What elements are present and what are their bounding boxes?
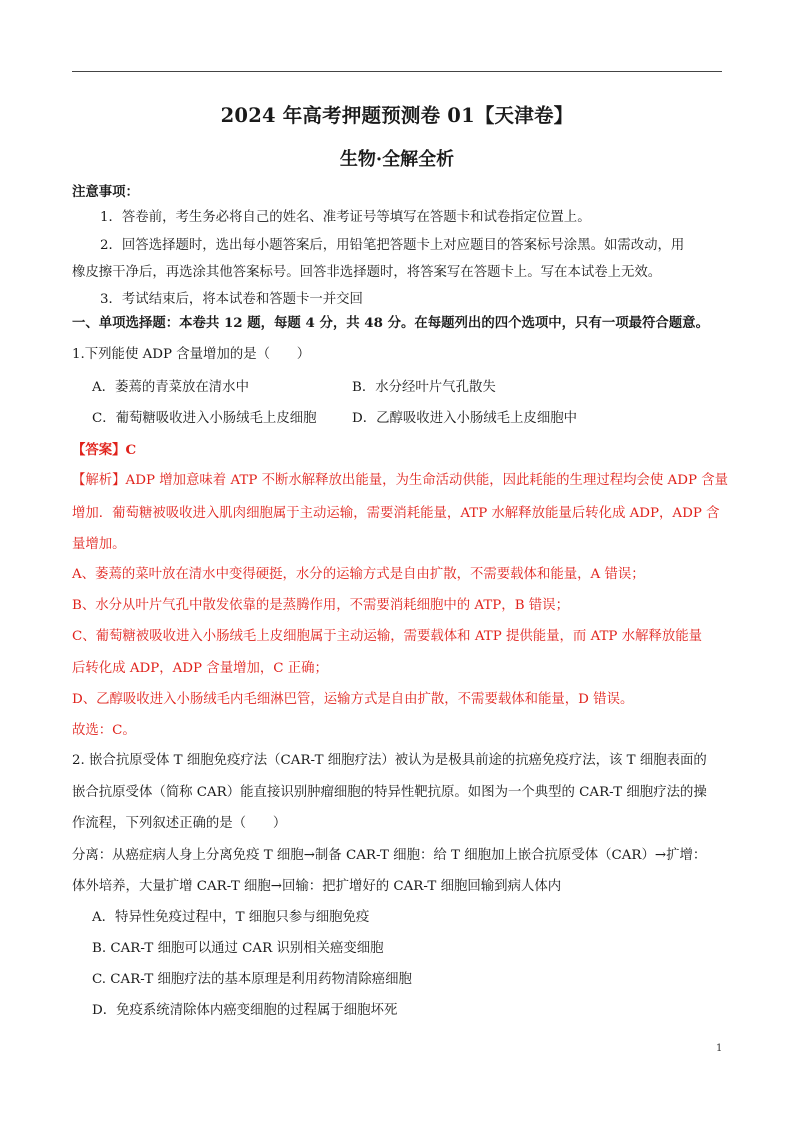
section-heading: 一、单项选择题：本卷共 12 题，每题 4 分，共 48 分。在每题列出的四个选项中，只有一项最符合题意。 <box>72 315 709 331</box>
q1-answer: 【答案】C <box>72 442 137 458</box>
notice-item-2-line-2: 橡皮擦干净后，再选涂其他答案标号。回答非选择题时，将答案写在答题卡上。写在本试卷上无效。 <box>72 265 662 280</box>
page-number: 1 <box>716 1043 723 1054</box>
q1-analysis-line-1: 【解析】ADP 增加意味着 ATP 不断水解释放出能量，为生命活动供能，因此耗能的生理过程均会使 ADP 含量 <box>72 473 729 488</box>
header-rule <box>72 71 722 72</box>
notice-item-3: 3．考试结束后，将本试卷和答题卡一并交回 <box>100 292 363 307</box>
q2-option-a: A．特异性免疫过程中，T 细胞只参与细胞免疫 <box>92 910 370 925</box>
q1-option-c: C．葡萄糖吸收进入小肠绒毛上皮细胞 <box>92 411 317 426</box>
q2-stem-line-3: 作流程，下列叙述正确的是（ ） <box>72 816 287 831</box>
q1-conclusion: 故选：C。 <box>72 723 136 738</box>
q1-explain-c-line-1: C、葡萄糖被吸收进入小肠绒毛上皮细胞属于主动运输，需要载体和 ATP 提供能量，而 ATP 水解释放能量 <box>72 629 703 644</box>
q1-explain-d: D、乙醇吸收进入小肠绒毛内毛细淋巴管，运输方式是自由扩散，不需要载体和能量，D 错误。 <box>72 692 634 707</box>
q1-analysis-line-2: 增加．葡萄糖被吸收进入肌肉细胞属于主动运输，需要消耗能量，ATP 水解释放能量后转化成 ADP，ADP 含 <box>72 506 720 521</box>
q2-option-d: D．免疫系统清除体内癌变细胞的过程属于细胞坏死 <box>92 1003 398 1018</box>
q1-explain-a: A、萎蔫的菜叶放在清水中变得硬挺，水分的运输方式是自由扩散，不需要载体和能量，A 错误； <box>72 567 645 582</box>
q2-option-b: B. CAR-T 细胞可以通过 CAR 识别相关癌变细胞 <box>92 941 384 956</box>
page-title: 2024 年高考押题预测卷 01【天津卷】 <box>220 104 574 127</box>
q1-explain-c-line-2: 后转化成 ADP，ADP 含量增加，C 正确； <box>72 661 328 676</box>
q2-stem-line-2: 嵌合抗原受体（简称 CAR）能直接识别肿瘤细胞的特异性靶抗原。如图为一个典型的 CAR-T 细胞疗法的操 <box>72 785 707 800</box>
q2-stem-line-1: 2. 嵌合抗原受体 T 细胞免疫疗法（CAR-T 细胞疗法）被认为是极具前途的抗癌免疫疗法，该 T 细胞表面的 <box>72 753 707 768</box>
notice-heading: 注意事项： <box>72 184 139 200</box>
notice-item-2-line-1: 2．回答选择题时，选出每小题答案后，用铅笔把答题卡上对应题目的答案标号涂黑。如需改动，用 <box>100 238 685 253</box>
q2-option-c: C. CAR-T 细胞疗法的基本原理是利用药物清除癌细胞 <box>92 972 412 987</box>
q1-explain-b: B、水分从叶片气孔中散发依靠的是蒸腾作用，不需要消耗细胞中的 ATP，B 错误； <box>72 598 569 613</box>
q2-flow-line-2: 体外培养，大量扩增 CAR-T 细胞→回输：把扩增好的 CAR-T 细胞回输到病人体内 <box>72 879 562 894</box>
q1-option-a: A．萎蔫的青菜放在清水中 <box>92 380 249 395</box>
q1-option-d: D．乙醇吸收进入小肠绒毛上皮细胞中 <box>352 411 577 426</box>
q1-analysis-line-3: 量增加。 <box>72 537 126 552</box>
q1-stem: 1.下列能使 ADP 含量增加的是（ ） <box>72 347 311 362</box>
q1-option-b: B．水分经叶片气孔散失 <box>352 380 496 395</box>
q2-flow-line-1: 分离：从癌症病人身上分离免疫 T 细胞→制备 CAR-T 细胞：给 T 细胞加上嵌合抗原受体（CAR）→扩增： <box>72 848 707 863</box>
page-subtitle: 生物·全解全析 <box>339 149 455 170</box>
notice-item-1: 1．答卷前，考生务必将自己的姓名、准考证号等填写在答题卡和试卷指定位置上。 <box>100 210 591 225</box>
